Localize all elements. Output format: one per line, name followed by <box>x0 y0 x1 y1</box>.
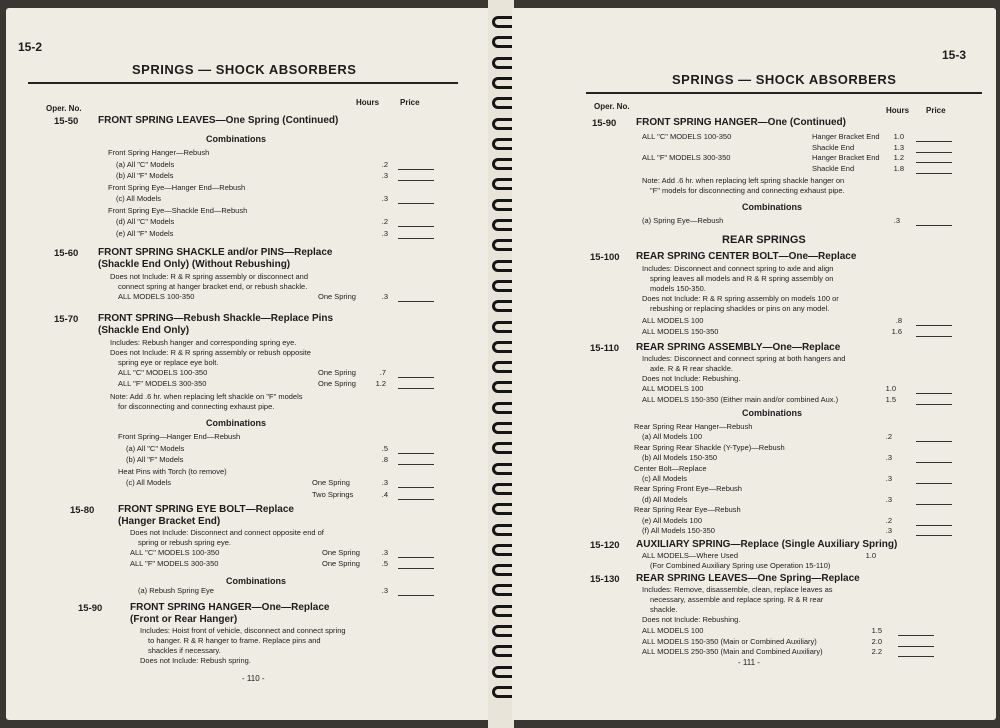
page-number: 15-2 <box>18 40 43 54</box>
op-subtitle: (Front or Rear Hanger) <box>130 614 238 625</box>
line-label: Rear Spring Rear Shackle (Y-Type)—Rebush <box>634 442 785 452</box>
price-blank <box>398 487 434 488</box>
section-title: SPRINGS — SHOCK ABSORBERS <box>672 72 897 87</box>
line-label: (c) All Models <box>126 478 172 487</box>
op-note: spring or rebush spring eye. <box>138 538 231 547</box>
combinations-heading: Combinations <box>206 134 266 144</box>
op-number: 15-70 <box>54 314 79 325</box>
op-note: Does not Include: R & R spring assembly or disconnect and <box>110 272 309 281</box>
price-blank <box>916 225 952 226</box>
line-label: Front Spring Eye—Hanger End—Rebush <box>108 182 246 192</box>
line-label: (f) All Models 150-350 <box>642 526 715 535</box>
op-number: 15-80 <box>70 505 95 516</box>
hours-value: 1.5 <box>885 395 896 404</box>
op-number: 15-60 <box>54 248 79 259</box>
price-blank <box>398 377 434 378</box>
line-label: ALL "C" MODELS 100-350 <box>130 548 220 557</box>
op-note: Does not Include: R & R spring assembly or rebush opposite <box>110 348 311 357</box>
line-label: Rear Spring Front Eye—Rebush <box>634 484 742 494</box>
hours-value: .3 <box>381 194 388 203</box>
op-line: ALL MODELS—Where Used <box>642 551 739 560</box>
hours-value: 1.2 <box>893 153 904 162</box>
op-note: spring eye or replace eye bolt. <box>118 358 219 367</box>
line-label: ALL "C" MODELS 100-350 <box>118 368 208 377</box>
line-suffix: One Spring <box>318 292 356 301</box>
op-subtitle: (Shackle End Only) <box>98 325 190 336</box>
line-label: Front Spring Eye—Shackle End—Rebush <box>108 205 248 215</box>
line-label: ALL MODELS 150-350 (Either main and/or combined Aux.) <box>642 395 839 404</box>
op-subtitle: (Hanger Bracket End) <box>118 516 221 527</box>
op-title: REAR SPRING CENTER BOLT—One—Replace <box>636 251 857 262</box>
price-blank <box>398 568 434 569</box>
line-suffix: Shackle End <box>812 142 855 152</box>
op-title: FRONT SPRING SHACKLE and/or PINS—Replace <box>98 247 333 258</box>
price-blank <box>916 162 952 163</box>
op-number: 15-120 <box>590 540 620 551</box>
title-rule <box>28 82 458 84</box>
hours-value: .2 <box>885 432 892 442</box>
line-label: (e) All "F" Models <box>116 228 174 238</box>
op-note: to hanger. R & R hanger to frame. Replace pins and <box>148 636 321 645</box>
hours-value: .3 <box>381 292 388 301</box>
line-label: (d) All "C" Models <box>116 217 175 226</box>
line-label: (a) Rebush Spring Eye <box>138 586 214 595</box>
hours-value: 1.3 <box>893 142 904 152</box>
col-hours: Hours <box>356 98 380 107</box>
hours-value: 1.0 <box>885 384 896 393</box>
line-label: Rear Spring Rear Eye—Rebush <box>634 505 741 515</box>
hours-value: .8 <box>381 455 388 464</box>
op-note: rebushing or replacing shackles or pins on any model. <box>650 304 830 313</box>
page-footer: - 111 - <box>738 658 760 667</box>
line-label: ALL "F" MODELS 300-350 <box>118 379 207 388</box>
line-label: ALL MODELS 100 <box>642 316 704 325</box>
line-suffix: One Spring <box>312 478 350 487</box>
price-blank <box>916 404 952 405</box>
op-title: REAR SPRING LEAVES—One Spring—Replace <box>636 573 860 584</box>
op-note: Note: Add .6 hr. when replacing left spring shackle hanger on <box>642 176 845 185</box>
line-label: (d) All Models <box>642 494 688 504</box>
op-title: REAR SPRING ASSEMBLY—One—Replace <box>636 342 841 353</box>
price-blank <box>916 393 952 394</box>
op-number: 15-90 <box>78 603 103 614</box>
section-heading: REAR SPRINGS <box>722 234 806 246</box>
hours-value: .4 <box>381 489 388 499</box>
line-label: ALL "C" MODELS 100-350 <box>642 132 732 141</box>
op-note: Does not Include: Rebushing. <box>642 374 741 383</box>
price-blank <box>398 557 434 558</box>
price-blank <box>916 141 952 142</box>
line-label: ALL MODELS 250-350 (Main and Combined Auxiliary) <box>642 647 823 656</box>
hours-value: .3 <box>885 453 892 463</box>
line-label: (b) All "F" Models <box>116 171 174 180</box>
op-note: (For Combined Auxiliary Spring use Operation 15-110) <box>650 561 831 570</box>
price-blank <box>916 336 952 337</box>
line-suffix: Hanger Bracket End <box>812 132 880 141</box>
right-page <box>512 8 996 720</box>
hours-value: .3 <box>381 548 388 557</box>
op-note: Includes: Disconnect and connect spring at both hangers and <box>642 354 846 363</box>
line-label: (b) All "F" Models <box>126 455 184 464</box>
price-blank <box>916 462 952 463</box>
hours-value: .2 <box>885 515 892 525</box>
price-blank <box>398 169 434 170</box>
price-blank <box>898 656 934 657</box>
line-label: ALL "F" MODELS 300-350 <box>642 153 731 162</box>
op-note: Includes: Hoist front of vehicle, disconnect and connect spring <box>140 626 346 635</box>
price-blank <box>916 483 952 484</box>
combinations-heading: Combinations <box>742 202 802 212</box>
col-oper: Oper. No. <box>46 104 82 113</box>
line-suffix: One Spring <box>322 559 360 568</box>
col-hours: Hours <box>886 106 910 115</box>
op-number: 15-50 <box>54 116 79 127</box>
line-label: Front Spring—Hanger End—Rebush <box>118 432 241 441</box>
op-subtitle: (Shackle End Only) (Without Rebushing) <box>98 259 291 270</box>
hours-value: .3 <box>885 494 892 504</box>
op-note: Does not Include: Rebushing. <box>642 615 741 624</box>
hours-value: .3 <box>885 526 892 535</box>
op-note: necessary, assemble and replace spring. R & R rear <box>650 595 824 604</box>
hours-value: .8 <box>895 316 902 325</box>
price-blank <box>898 646 934 647</box>
page-footer: - 110 - <box>242 674 265 683</box>
op-number: 15-100 <box>590 252 620 263</box>
op-note: shackles if necessary. <box>148 646 221 655</box>
price-blank <box>898 635 934 636</box>
hours-value: 2.0 <box>871 636 882 646</box>
line-suffix: Hanger Bracket End <box>812 153 880 162</box>
price-blank <box>916 325 952 326</box>
op-title: FRONT SPRING HANGER—One—Replace <box>130 602 330 613</box>
price-blank <box>398 464 434 465</box>
hours-value: .5 <box>381 443 388 453</box>
price-blank <box>398 453 434 454</box>
op-number: 15-110 <box>590 343 620 354</box>
combinations-heading: Combinations <box>742 408 802 418</box>
hours-value: 1.6 <box>891 327 902 336</box>
line-label: (a) All "C" Models <box>116 159 175 169</box>
col-oper: Oper. No. <box>594 102 630 111</box>
line-label: ALL MODELS 100-350 <box>118 292 195 301</box>
price-blank <box>398 238 434 239</box>
op-note: Includes: Remove, disassemble, clean, replace leaves as <box>642 585 833 594</box>
op-number: 15-90 <box>592 118 617 129</box>
hours-value: .3 <box>381 171 388 180</box>
op-note: models 150-350. <box>650 284 706 293</box>
hours-value: .2 <box>381 159 388 169</box>
line-label: (c) All Models <box>116 194 162 203</box>
op-note: spring leaves all models and R & R spring assembly on <box>650 274 834 283</box>
left-page <box>6 8 490 720</box>
op-title: FRONT SPRING HANGER—One (Continued) <box>636 117 846 128</box>
line-label: (a) All "C" Models <box>126 443 185 453</box>
hours-value: .3 <box>885 474 892 483</box>
col-price: Price <box>400 98 420 107</box>
line-label: Heat Pins with Torch (to remove) <box>118 466 227 476</box>
op-note: Note: Add .6 hr. when replacing left shackle on "F" models <box>110 392 303 401</box>
op-note: axle. R & R rear shackle. <box>650 364 733 373</box>
price-blank <box>398 226 434 227</box>
price-blank <box>916 525 952 526</box>
op-note: Does not Include: Disconnect and connect opposite end of <box>130 528 324 537</box>
price-blank <box>398 388 434 389</box>
title-rule <box>586 92 982 94</box>
op-title: FRONT SPRING EYE BOLT—Replace <box>118 504 294 515</box>
line-suffix: Two Springs <box>312 489 354 499</box>
price-blank <box>398 203 434 204</box>
hours-value: .3 <box>381 228 388 238</box>
hours-value: .5 <box>381 559 388 568</box>
price-blank <box>916 504 952 505</box>
line-label: (a) Spring Eye—Rebush <box>642 216 724 225</box>
line-suffix: One Spring <box>318 368 356 377</box>
line-suffix: One Spring <box>322 548 360 557</box>
op-note: Includes: Rebush hanger and corresponding spring eye. <box>110 338 297 347</box>
line-label: ALL MODELS 100 <box>642 626 704 635</box>
line-label: ALL MODELS 150-350 <box>642 327 719 336</box>
line-suffix: One Spring <box>318 379 356 388</box>
hours-value: 1.8 <box>893 163 904 173</box>
combinations-heading: Combinations <box>206 418 266 428</box>
line-label: Rear Spring Rear Hanger—Rebush <box>634 422 753 431</box>
hours-value: 1.2 <box>375 379 386 388</box>
hours-value: 2.2 <box>871 647 882 656</box>
op-title: FRONT SPRING LEAVES—One Spring (Continued) <box>98 115 339 126</box>
line-label: ALL MODELS 150-350 (Main or Combined Auxiliary) <box>642 636 817 646</box>
op-note: Includes: Disconnect and connect spring to axle and align <box>642 264 834 273</box>
op-note: "F" models for disconnecting and connecting exhaust pipe. <box>650 186 845 195</box>
hours-value: 1.5 <box>871 626 882 635</box>
price-blank <box>398 180 434 181</box>
price-blank <box>398 595 434 596</box>
hours-value: 1.0 <box>865 551 876 560</box>
op-note: Does not Include: R & R spring assembly on models 100 or <box>642 294 839 303</box>
price-blank <box>916 152 952 153</box>
hours-value: .3 <box>381 586 388 595</box>
combinations-heading: Combinations <box>226 576 286 586</box>
op-note: Does not Include: Rebush spring. <box>140 656 251 665</box>
op-note: connect spring at hanger bracket end, or rebush shackle. <box>118 282 308 291</box>
section-title: SPRINGS — SHOCK ABSORBERS <box>132 62 357 77</box>
op-note: shackle. <box>650 605 678 614</box>
price-blank <box>916 535 952 536</box>
line-label: (c) All Models <box>642 474 688 483</box>
price-blank <box>916 441 952 442</box>
line-label: (b) All Models 150-350 <box>642 453 718 463</box>
line-label: ALL "F" MODELS 300-350 <box>130 559 219 568</box>
op-note: for disconnecting and connecting exhaust pipe. <box>118 402 275 411</box>
price-blank <box>398 499 434 500</box>
op-title: FRONT SPRING—Rebush Shackle—Replace Pins <box>98 313 334 324</box>
hours-value: .7 <box>379 368 386 377</box>
col-price: Price <box>926 106 946 115</box>
line-label: Center Bolt—Replace <box>634 463 707 473</box>
hours-value: .3 <box>381 478 388 487</box>
op-number: 15-130 <box>590 574 620 585</box>
page-number: 15-3 <box>942 48 967 62</box>
price-blank <box>398 301 434 302</box>
line-label: ALL MODELS 100 <box>642 384 704 393</box>
price-blank <box>916 173 952 174</box>
line-label: (e) All Models 100 <box>642 515 703 525</box>
line-label: (a) All Models 100 <box>642 432 703 442</box>
line-label: Front Spring Hanger—Rebush <box>108 148 210 157</box>
hours-value: 1.0 <box>893 132 904 141</box>
op-title: AUXILIARY SPRING—Replace (Single Auxiliary Spring) <box>636 539 898 550</box>
line-suffix: Shackle End <box>812 163 855 173</box>
hours-value: .3 <box>893 216 900 225</box>
hours-value: .2 <box>381 217 388 226</box>
